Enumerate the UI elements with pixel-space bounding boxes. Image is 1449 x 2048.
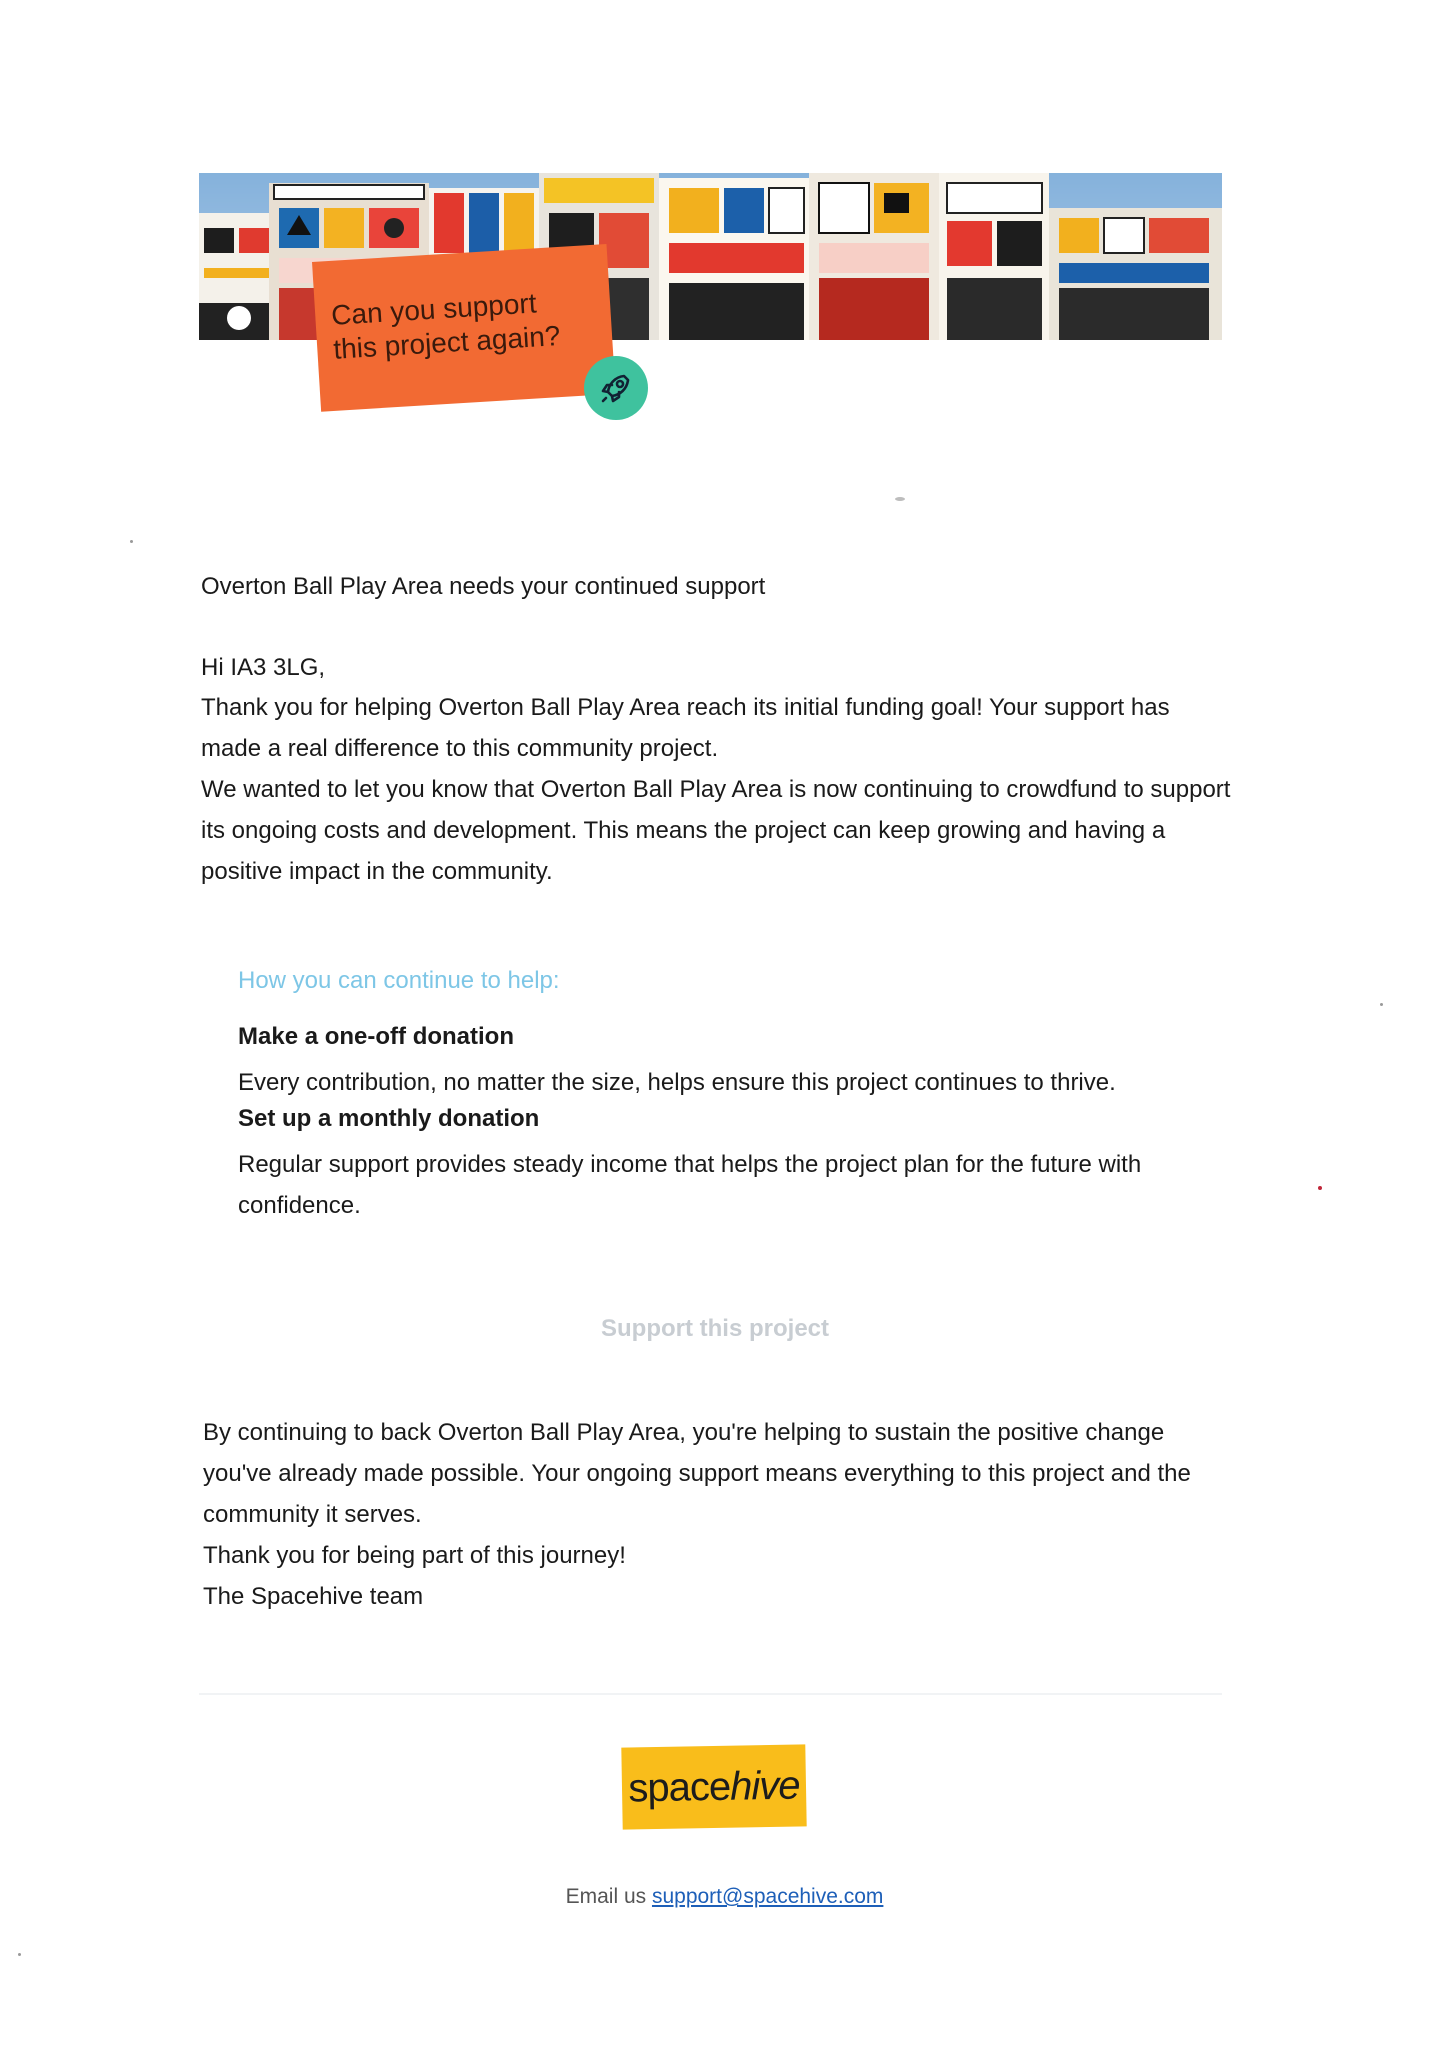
support-email-link[interactable]: support@spacehive.com bbox=[651, 1885, 884, 1908]
closing-block bbox=[203, 1412, 1233, 1617]
support-again-badge bbox=[312, 244, 616, 412]
badge-line-1: Can you support bbox=[330, 287, 538, 331]
rocket-icon bbox=[584, 356, 648, 420]
one-off-donation-text: Every contribution, no matter the size, helps ensure this project continues to thrive. bbox=[238, 1069, 1116, 1096]
footer-contact bbox=[0, 1885, 1449, 1909]
greeting: Hi IA3 3LG, bbox=[201, 654, 326, 681]
badge-line-2: this project again? bbox=[332, 320, 562, 365]
crowdfund-paragraph: We wanted to let you know that Overton Ball Play Area is now continuing to crowdfund to support its ongoing costs and development. This means the project can keep growing and having a positive impact in the community. bbox=[201, 776, 1231, 885]
footer-divider bbox=[199, 1693, 1222, 1695]
intro-paragraph: Thank you for helping Overton Ball Play Area reach its initial funding goal! Your support has made a real difference to this community project. bbox=[201, 694, 1170, 762]
email-heading: Overton Ball Play Area needs your continued support bbox=[201, 573, 766, 600]
closing-paragraph: By continuing to back Overton Ball Play Area, you're helping to sustain the positive change you've already made possible. Your ongoing support means everything to this project and the community it serves. bbox=[203, 1419, 1191, 1528]
help-section-title: How you can continue to help: bbox=[238, 967, 560, 994]
logo-text-hive: hive bbox=[729, 1763, 800, 1809]
footer-prefix: Email us bbox=[565, 1885, 647, 1908]
closing-signoff: The Spacehive team bbox=[203, 1583, 424, 1610]
logo-text-space: space bbox=[628, 1764, 731, 1810]
support-project-button[interactable]: Support this project bbox=[560, 1315, 870, 1343]
monthly-donation-text: Regular support provides steady income that helps the project plan for the future with confidence. bbox=[238, 1151, 1142, 1219]
monthly-donation-title: Set up a monthly donation bbox=[238, 1105, 540, 1132]
closing-thanks: Thank you for being part of this journey! bbox=[203, 1542, 626, 1569]
one-off-donation-title: Make a one-off donation bbox=[238, 1023, 514, 1050]
spacehive-logo bbox=[621, 1744, 806, 1829]
